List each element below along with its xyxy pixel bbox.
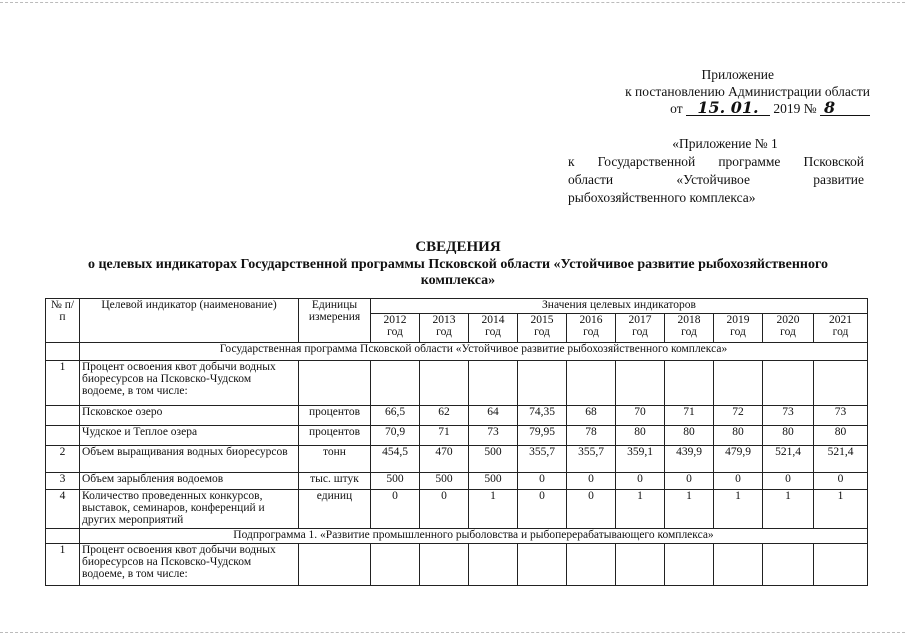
header-values: Значения целевых индикаторов (371, 299, 868, 314)
value-cell: 355,7 (567, 446, 616, 473)
value-cell (518, 544, 567, 586)
section-row (46, 529, 868, 544)
header-year (420, 314, 469, 343)
value-cell (616, 544, 665, 586)
value-cell (665, 544, 714, 586)
indicators-table (45, 298, 868, 586)
table-row (46, 406, 868, 426)
value-cell (814, 544, 868, 586)
indicator-name: Объем зарыбления водоемов (80, 473, 299, 490)
value-cell (469, 544, 518, 586)
unit-cell: тонн (299, 446, 371, 473)
value-cell: 500 (371, 473, 420, 490)
section-title: Государственная программа Псковской области «Устойчивое развитие рыбохозяйственного комплекса» (80, 343, 868, 361)
document-subtitle (40, 257, 876, 289)
value-cell: 80 (763, 426, 814, 446)
year-suffix: год (832, 326, 849, 338)
value-cell: 500 (469, 473, 518, 490)
page-edge-top (0, 2, 905, 3)
value-cell: 470 (420, 446, 469, 473)
table-row (46, 490, 868, 529)
unit-cell: процентов (299, 426, 371, 446)
year-suffix: год (681, 326, 697, 338)
year-label: 2017 (628, 314, 652, 326)
value-cell: 80 (665, 426, 714, 446)
value-cell: 70,9 (371, 426, 420, 446)
value-cell: 74,35 (518, 406, 567, 426)
row-number: 3 (46, 473, 80, 490)
value-cell: 80 (714, 426, 763, 446)
appendix-ref-line2: к Государственной программе Псковской (568, 154, 864, 169)
row-number: 1 (46, 361, 80, 406)
value-cell (420, 361, 469, 406)
unit-cell: единиц (299, 490, 371, 529)
year-label: 2013 (432, 314, 456, 326)
year-text: 2019 № (773, 101, 817, 116)
indicator-name: Объем выращивания водных биоресурсов (80, 446, 299, 473)
year-suffix: год (387, 326, 403, 338)
value-cell (665, 361, 714, 406)
value-cell: 0 (567, 473, 616, 490)
value-cell: 1 (616, 490, 665, 529)
value-cell: 78 (567, 426, 616, 446)
subtitle-line1: о целевых индикаторах Государственной программы Псковской области «Устойчивое развитие рыбохозяйственного (87, 257, 829, 272)
year-label: 2020 (776, 314, 800, 326)
value-cell: 454,5 (371, 446, 420, 473)
year-label: 2018 (677, 314, 701, 326)
year-suffix: год (534, 326, 550, 338)
value-cell: 79,95 (518, 426, 567, 446)
row-number (46, 406, 80, 426)
indicator-name: Чудское и Теплое озера (80, 426, 299, 446)
section-title: Подпрограмма 1. «Развитие промышленного рыболовства и рыбоперерабатывающего комплекса» (80, 529, 868, 544)
value-cell (714, 544, 763, 586)
subtitle-line2: комплекса» (420, 273, 496, 288)
indicator-name: Псковское озеро (80, 406, 299, 426)
value-cell: 0 (518, 490, 567, 529)
value-cell: 64 (469, 406, 518, 426)
value-cell: 500 (469, 446, 518, 473)
year-suffix: год (632, 326, 648, 338)
table-row (46, 446, 868, 473)
header-year (616, 314, 665, 343)
appendix-ref-line4: рыбохозяйственного комплекса» (568, 190, 756, 205)
value-cell: 500 (420, 473, 469, 490)
year-suffix: год (583, 326, 599, 338)
unit-cell (299, 361, 371, 406)
unit-cell: тыс. штук (299, 473, 371, 490)
value-cell: 80 (616, 426, 665, 446)
value-cell: 521,4 (763, 446, 814, 473)
unit-cell (299, 544, 371, 586)
value-cell: 71 (420, 426, 469, 446)
appendix-header (560, 66, 870, 117)
value-cell: 72 (714, 406, 763, 426)
year-label: 2019 (726, 314, 750, 326)
year-label: 2015 (530, 314, 554, 326)
value-cell: 0 (518, 473, 567, 490)
value-cell (616, 361, 665, 406)
year-suffix: год (780, 326, 796, 338)
header-year (567, 314, 616, 343)
value-cell: 70 (616, 406, 665, 426)
header-year (469, 314, 518, 343)
value-cell (814, 361, 868, 406)
table-row (46, 361, 868, 406)
value-cell: 0 (420, 490, 469, 529)
year-label: 2021 (829, 314, 852, 326)
row-number: 1 (46, 544, 80, 586)
table-row (46, 473, 868, 490)
value-cell (567, 361, 616, 406)
header-year (665, 314, 714, 343)
year-label: 2012 (383, 314, 407, 326)
section-row (46, 343, 868, 361)
header-year (763, 314, 814, 343)
value-cell: 73 (814, 406, 868, 426)
value-cell: 0 (714, 473, 763, 490)
year-label: 2016 (579, 314, 603, 326)
section-empty-cell (46, 529, 80, 544)
value-cell: 359,1 (616, 446, 665, 473)
decree-date-line (560, 100, 870, 117)
value-cell: 439,9 (665, 446, 714, 473)
indicator-name: Количество проведенных конкурсов, выставок, семинаров, конференций и других мероприятий (80, 490, 299, 529)
value-cell: 80 (814, 426, 868, 446)
row-number: 4 (46, 490, 80, 529)
document-title: СВЕДЕНИЯ (415, 239, 501, 255)
year-suffix: год (485, 326, 501, 338)
value-cell (763, 544, 814, 586)
header-year (371, 314, 420, 343)
header-year (814, 314, 868, 343)
appendix-ref-line3: области «Устойчивое развитие (568, 172, 864, 187)
header-name: Целевой индикатор (наименование) (80, 299, 299, 343)
value-cell: 68 (567, 406, 616, 426)
value-cell: 73 (763, 406, 814, 426)
value-cell: 0 (371, 490, 420, 529)
value-cell: 355,7 (518, 446, 567, 473)
value-cell: 1 (714, 490, 763, 529)
row-number (46, 426, 80, 446)
header-year (518, 314, 567, 343)
section-empty-cell (46, 343, 80, 361)
value-cell: 0 (763, 473, 814, 490)
year-label: 2014 (481, 314, 505, 326)
date-prefix: от (670, 101, 683, 116)
value-cell: 0 (814, 473, 868, 490)
table-row (46, 544, 868, 586)
value-cell: 1 (763, 490, 814, 529)
handwritten-date: 15. 01. (686, 101, 770, 116)
value-cell: 0 (665, 473, 714, 490)
value-cell: 0 (616, 473, 665, 490)
header-year (714, 314, 763, 343)
appendix-to: к постановлению Администрации области (625, 84, 870, 99)
value-cell: 1 (469, 490, 518, 529)
year-suffix: год (730, 326, 746, 338)
indicator-name: Процент освоения квот добычи водных биоресурсов на Псковско-Чудском водоеме, в том числе: (80, 544, 299, 586)
row-number: 2 (46, 446, 80, 473)
table-row (46, 426, 868, 446)
value-cell: 0 (567, 490, 616, 529)
appendix-ref-line1: «Приложение № 1 (672, 136, 778, 151)
year-suffix: год (436, 326, 452, 338)
value-cell (420, 544, 469, 586)
value-cell (371, 361, 420, 406)
value-cell (714, 361, 763, 406)
handwritten-number: 8 (820, 101, 870, 116)
unit-cell: процентов (299, 406, 371, 426)
value-cell: 71 (665, 406, 714, 426)
value-cell (567, 544, 616, 586)
header-unit: Единицы измерения (299, 299, 371, 343)
appendix-reference (568, 135, 864, 207)
value-cell: 1 (665, 490, 714, 529)
value-cell: 66,5 (371, 406, 420, 426)
page-edge-bottom (0, 632, 905, 633)
appendix-title: Приложение (701, 67, 774, 82)
value-cell: 62 (420, 406, 469, 426)
value-cell (518, 361, 567, 406)
indicator-name: Процент освоения квот добычи водных биоресурсов на Псковско-Чудском водоеме, в том числе: (80, 361, 299, 406)
value-cell (469, 361, 518, 406)
value-cell (371, 544, 420, 586)
value-cell: 73 (469, 426, 518, 446)
value-cell: 1 (814, 490, 868, 529)
value-cell: 521,4 (814, 446, 868, 473)
value-cell: 479,9 (714, 446, 763, 473)
header-num: № п/п (46, 299, 80, 343)
value-cell (763, 361, 814, 406)
